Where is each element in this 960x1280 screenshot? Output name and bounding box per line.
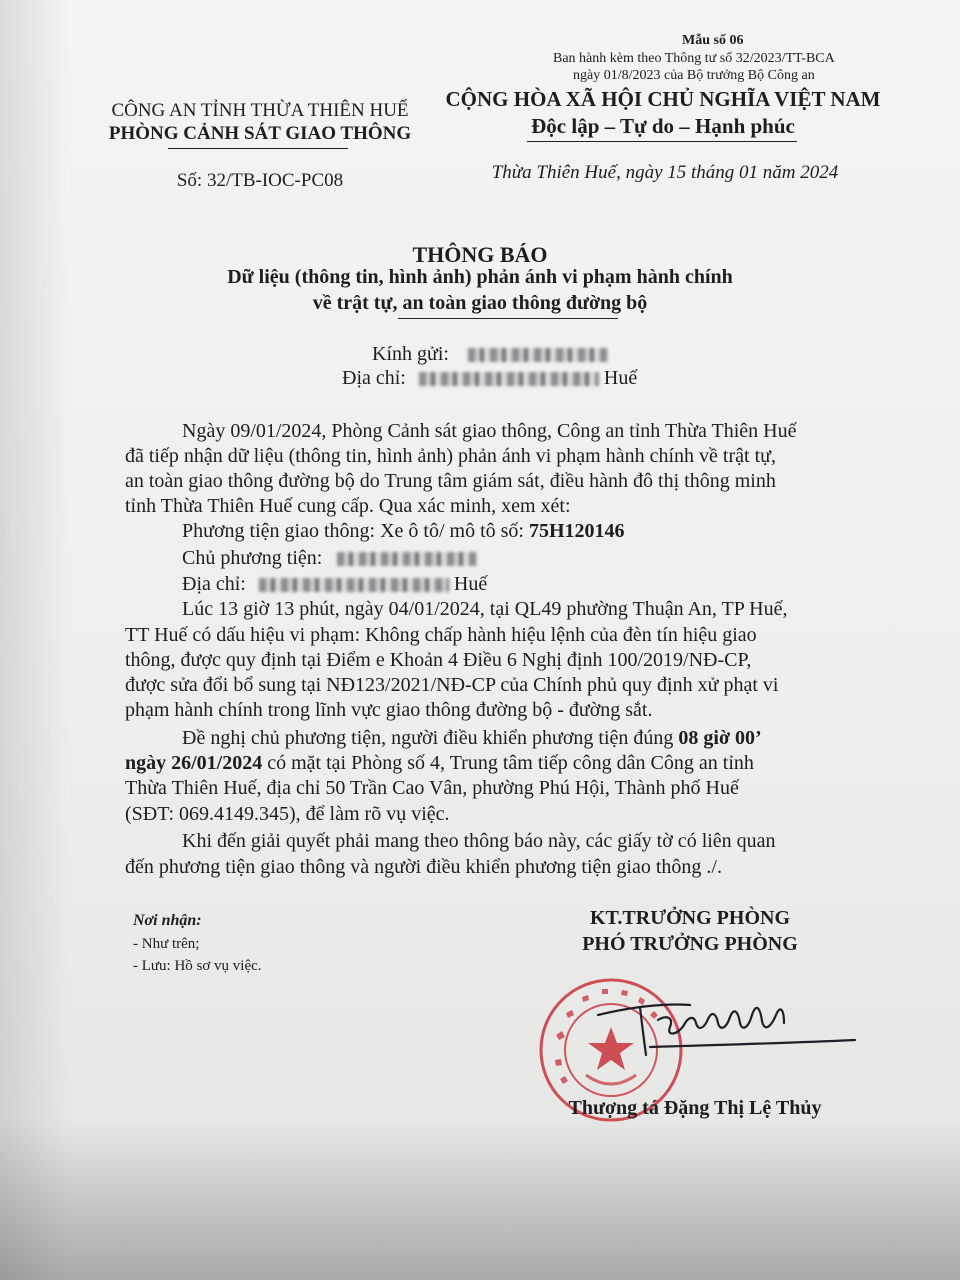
p2-line-1: Lúc 13 giờ 13 phút, ngày 04/01/2024, tại QL49 phường Thuận An, TP Huế,: [182, 598, 788, 620]
form-issued-line-2: ngày 01/8/2023 của Bộ trưởng Bộ Công an: [573, 68, 815, 83]
signer-title-1: KT.TRƯỞNG PHÒNG: [590, 907, 790, 929]
p1-line-2: đã tiếp nhận dữ liệu (thông tin, hình ảnh) phản ánh vi phạm hành chính về trật tự,: [125, 445, 776, 467]
notice-subtitle-1: Dữ liệu (thông tin, hình ảnh) phản ánh vi phạm hành chính: [227, 266, 733, 288]
p3-line-4: (SĐT: 069.4149.345), để làm rõ vụ việc.: [125, 803, 450, 825]
p4-line-1: Khi đến giải quyết phải mang theo thông báo này, các giấy tờ có liên quan: [182, 830, 776, 852]
agency-line-2: PHÒNG CẢNH SÁT GIAO THÔNG: [108, 123, 412, 144]
appointment-date: ngày 26/01/2024: [125, 752, 263, 774]
vehicle-row: [182, 520, 625, 543]
owner-label: Chủ phương tiện:: [182, 547, 323, 569]
handwritten-signature: [570, 985, 860, 1065]
agency-underline: [168, 148, 348, 149]
recipient-address-redacted: [419, 372, 599, 386]
notice-subtitle-2: về trật tự, an toàn giao thông đường bộ: [312, 292, 648, 314]
owner-address-row: [182, 573, 487, 596]
recipient-address-tail: Huế: [603, 367, 638, 389]
p3-line-1-text: Đề nghị chủ phương tiện, người điều khiển phương tiện đúng: [182, 727, 674, 749]
recipients-item-2: - Lưu: Hồ sơ vụ việc.: [133, 958, 262, 974]
p2-line-2: TT Huế có dấu hiệu vi phạm: Không chấp hành hiệu lệnh của đèn tín hiệu giao: [125, 624, 757, 646]
motto-underline: [527, 141, 797, 142]
recipient-address-row: [342, 367, 637, 390]
p1-line-3: an toàn giao thông đường bộ do Trung tâm giám sát, điều hành đô thị thông minh: [125, 470, 776, 492]
signer-name: Thượng tá Đặng Thị Lệ Thủy: [568, 1097, 822, 1119]
p3-line-3: Thừa Thiên Huế, địa chỉ 50 Trần Cao Vân, phường Phú Hội, Thành phố Huế: [125, 777, 739, 799]
owner-row: [182, 547, 477, 570]
p2-line-4: được sửa đổi bổ sung tại NĐ123/2021/NĐ-CP của Chính phủ quy định xử phạt vi: [125, 674, 779, 696]
appointment-time: 08 giờ 00’: [678, 727, 762, 749]
document-number: Số: 32/TB-IOC-PC08: [176, 170, 344, 191]
recipient-row: [372, 343, 608, 366]
page-shadow-left: [0, 0, 70, 1280]
recipients-item-1: - Như trên;: [133, 936, 200, 952]
notice-title: THÔNG BÁO: [412, 242, 548, 267]
form-number: Mẫu số 06: [682, 33, 744, 48]
p2-line-5: phạm hành chính trong lĩnh vực giao thông đường bộ - đường sắt.: [125, 699, 653, 721]
national-motto: Độc lập – Tự do – Hạnh phúc: [531, 114, 795, 138]
vehicle-label: Phương tiện giao thông: Xe ô tô/ mô tô số:: [182, 520, 524, 542]
national-name: CỘNG HÒA XÃ HỘI CHỦ NGHĨA VIỆT NAM: [445, 87, 881, 111]
vehicle-plate: 75H120146: [528, 520, 625, 542]
page-shadow-bottom: [0, 1120, 960, 1280]
title-underline: [398, 318, 618, 319]
p1-line-1: Ngày 09/01/2024, Phòng Cảnh sát giao thông, Công an tỉnh Thừa Thiên Huế: [182, 420, 797, 442]
recipient-label: Kính gửi:: [372, 343, 449, 365]
recipients-title: Nơi nhận:: [133, 912, 202, 929]
owner-address-redacted: [259, 578, 449, 592]
owner-address-tail: Huế: [453, 573, 488, 595]
signer-title-2: PHÓ TRƯỞNG PHÒNG: [582, 933, 798, 955]
agency-line-1: CÔNG AN TỈNH THỪA THIÊN HUẾ: [111, 100, 409, 121]
p3-line-2-text: có mặt tại Phòng số 4, Trung tâm tiếp công dân Công an tỉnh: [267, 752, 754, 774]
owner-name-redacted: [337, 552, 477, 566]
p4-line-2: đến phương tiện giao thông và người điều khiển phương tiện giao thông ./.: [125, 856, 722, 878]
recipient-address-label: Địa chỉ:: [342, 367, 406, 389]
recipient-name-redacted: [468, 348, 608, 362]
p2-line-3: thông, được quy định tại Điểm e Khoản 4 Điều 6 Nghị định 100/2019/NĐ-CP,: [125, 649, 752, 671]
p3-line-1: [182, 727, 762, 750]
owner-address-label: Địa chỉ:: [182, 573, 246, 595]
form-issued-line-1: Ban hành kèm theo Thông tư số 32/2023/TT-BCA: [553, 51, 835, 66]
p3-line-2: [125, 752, 754, 775]
place-date: Thừa Thiên Huế, ngày 15 tháng 01 năm 2024: [491, 162, 839, 183]
p1-line-4: tỉnh Thừa Thiên Huế cung cấp. Qua xác minh, xem xét:: [125, 495, 571, 517]
